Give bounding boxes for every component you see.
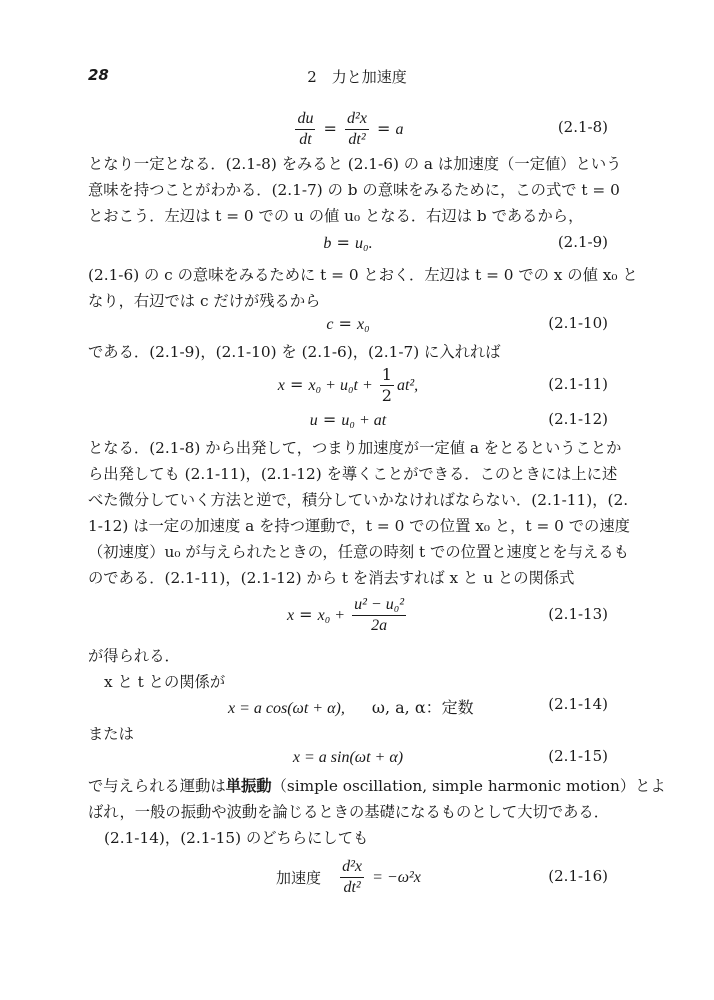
eq-rhs: x₀ + u₀t + xyxy=(308,377,377,394)
eq-lhs: c xyxy=(326,316,334,333)
paragraph-line: x と t との関係が xyxy=(104,673,226,691)
frac-numerator: u² − u₀² xyxy=(352,596,406,616)
frac-numerator: 1 xyxy=(381,365,392,384)
paragraph-line: (2.1-14)，(2.1-15) のどちらにしても xyxy=(104,829,369,847)
eq-rhs: = −ω²x xyxy=(372,869,421,886)
paragraph-line: のである．(2.1-11)，(2.1-12) から t を消去すれば x と u との関係式 xyxy=(88,569,575,587)
eq-lhs: b xyxy=(323,235,332,252)
paragraph-line: または xyxy=(88,725,134,743)
equation-2-1-11: x = x₀ + u₀t + $\frac{1}{2}$ at², xyxy=(277,365,419,405)
eq-expr: x = a cos(ωt + α), xyxy=(228,700,345,717)
paragraph-line: (2.1-6) の c の意味をみるために t = 0 とおく．左辺は t = 0 での x の値 x₀ と xyxy=(88,266,638,284)
paragraph-line: である．(2.1-9)，(2.1-10) を (2.1-6)，(2.1-7) に入れれば xyxy=(88,343,501,361)
paragraph-line: ばれ，一般の振動や波動を論じるときの基礎になるものとして大切である． xyxy=(88,803,610,821)
running-header: 2 力と加速度 xyxy=(307,68,407,86)
equation-number: (2.1-10) xyxy=(548,314,608,332)
page-number: 28 xyxy=(88,66,109,84)
paragraph-line: 1-12) は一定の加速度 a を持つ運動で，t = 0 での位置 x₀ と，t = 0 での速度 xyxy=(88,517,630,535)
paragraph-line: べた微分していく方法と逆で，積分していかなければならない．(2.1-11)，(2. xyxy=(88,491,629,509)
eq-lhs: x xyxy=(277,377,285,394)
equation-2-1-9: b = u₀. xyxy=(323,233,373,252)
eq-constants: ω, a, α：定数 xyxy=(371,698,474,717)
equation-number: (2.1-13) xyxy=(548,605,608,623)
paragraph-line: なり，右辺では c だけが残るから xyxy=(88,292,321,310)
equation-2-1-13: x = x₀ + $\frac{\text{u² − u₀²}}{2a}$ xyxy=(286,596,405,634)
eq-lhs: x xyxy=(286,607,295,624)
paragraph-line xyxy=(88,773,666,799)
text-run: で与えられる運動は xyxy=(88,777,226,795)
eq-rhs: x₀ + xyxy=(317,607,350,624)
paragraph-line: （初速度）u₀ が与えられたときの，任意の時刻 t での位置と速度とを与えるも xyxy=(88,543,629,561)
eq-rhs: at², xyxy=(396,377,419,394)
paragraph-line: とおこう．左辺は t = 0 での u の値 u₀ となる．右辺は b であるから， xyxy=(88,207,584,225)
frac-denominator: 2 xyxy=(381,386,392,405)
equation-number: (2.1-9) xyxy=(557,233,608,251)
paragraph-line: ら出発しても (2.1-11)，(2.1-12) を導くことができる．このときには上に述 xyxy=(88,465,618,483)
equation-number: (2.1-14) xyxy=(548,695,608,713)
frac-denominator: 2a xyxy=(371,617,388,634)
eq-expr: x = a sin(ωt + α) xyxy=(292,749,404,766)
equation-2-1-10: c = x₀ xyxy=(326,314,370,333)
equation-2-1-16: 加速度 $\frac{\text{d²x}}{\text{dt²}}$ = −ω²x xyxy=(276,858,421,896)
paragraph-line: となり一定となる．(2.1-8) をみると (2.1-6) の a は加速度（一定値）という xyxy=(88,155,622,173)
equation-2-1-14 xyxy=(228,695,474,718)
paragraph-line: 意味を持つことがわかる．(2.1-7) の b の意味をみるために，この式で t = 0 xyxy=(88,181,620,199)
term-highlight: 単振動 xyxy=(225,777,272,795)
equation-2-1-12: u = u₀ + at xyxy=(309,410,387,429)
eq-rhs: u₀ + at xyxy=(341,412,387,429)
paragraph-line: となる．(2.1-8) から出発して，つまり加速度が一定値 a をとるということか xyxy=(88,439,622,457)
eq-rhs: u₀. xyxy=(355,235,373,252)
equation-number: (2.1-12) xyxy=(548,410,608,428)
eq-lhs: u xyxy=(309,412,318,429)
equation-number: (2.1-16) xyxy=(548,867,608,885)
eq-rhs: x₀ xyxy=(357,316,370,333)
equation-number: (2.1-15) xyxy=(548,747,608,765)
equation-number: (2.1-11) xyxy=(548,375,608,393)
text-run: （simple oscillation, simple harmonic motion）とよ xyxy=(271,777,666,795)
equation-number: (2.1-8) xyxy=(557,118,608,136)
equation-2-1-15 xyxy=(88,747,608,767)
eq-label: 加速度 xyxy=(276,869,322,887)
paragraph-line: が得られる． xyxy=(88,647,180,665)
equation-2-1-8: $\frac{du}{dt}$ = $\frac{\text{d²x}}{\text{dt²}}$ = a xyxy=(297,110,404,148)
